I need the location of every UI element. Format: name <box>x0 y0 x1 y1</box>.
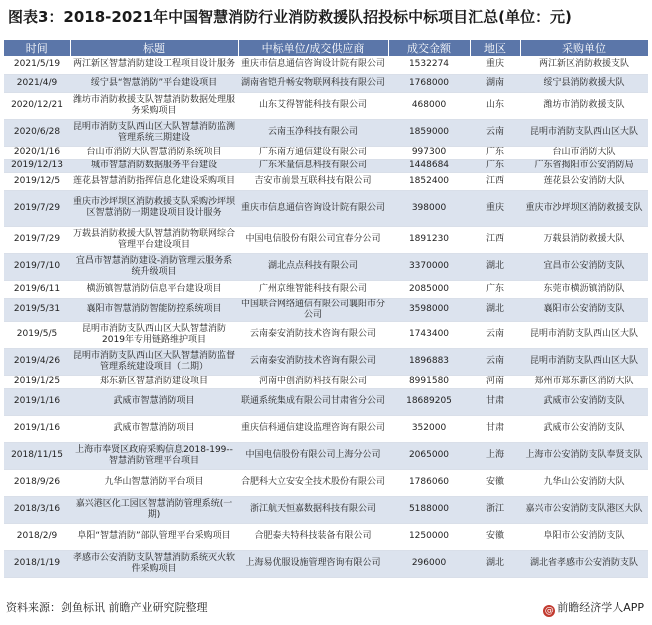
column-header-buyer: 采购单位 <box>520 40 648 56</box>
cell-title: 城市智慧消防数据服务平台建设 <box>70 159 238 172</box>
column-header-amount: 成交金额 <box>388 40 470 56</box>
cell-amount: 1743400 <box>388 321 470 348</box>
cell-winner: 浙江航天恒嘉数据科技有限公司 <box>238 496 388 523</box>
cell-title: 武威市智慧消防项目 <box>70 388 238 415</box>
cell-time: 2019/7/29 <box>4 190 70 226</box>
cell-buyer: 潍坊市消防救援支队 <box>520 92 648 119</box>
cell-buyer: 莲花县公安消防大队 <box>520 172 648 190</box>
table-row <box>4 375 648 388</box>
table-row <box>4 321 648 348</box>
cell-region: 云南 <box>470 321 520 348</box>
cell-buyer: 郑州市郑东新区消防大队 <box>520 375 648 388</box>
cell-amount: 1896883 <box>388 348 470 375</box>
table-row <box>4 348 648 375</box>
cell-title: 阜阳“智慧消防”部队管理平台采购项目 <box>70 523 238 550</box>
cell-time: 2019/7/10 <box>4 253 70 280</box>
cell-region: 江西 <box>470 172 520 190</box>
cell-title: 九华山智慧消防平台项目 <box>70 469 238 496</box>
cell-time: 2019/5/5 <box>4 321 70 348</box>
cell-amount: 3598000 <box>388 298 470 321</box>
cell-amount: 18689205 <box>388 388 470 415</box>
table-row <box>4 172 648 190</box>
cell-amount: 3370000 <box>388 253 470 280</box>
cell-winner: 云南泰安消防技术咨询有限公司 <box>238 348 388 375</box>
cell-amount: 1859000 <box>388 119 470 146</box>
table-row <box>4 442 648 469</box>
cell-time: 2020/1/16 <box>4 146 70 159</box>
cell-buyer: 台山市消防大队 <box>520 146 648 159</box>
cell-amount: 1532274 <box>388 56 470 74</box>
cell-title: 昆明市消防支队西山区大队智慧消防2019年专用链路维护项目 <box>70 321 238 348</box>
cell-time: 2018/9/26 <box>4 469 70 496</box>
cell-buyer: 昆明市消防支队西山区大队 <box>520 348 648 375</box>
cell-title: 绥宁县“智慧消防”平台建设项目 <box>70 74 238 92</box>
table-row <box>4 159 648 172</box>
cell-title: 武威市智慧消防项目 <box>70 415 238 442</box>
cell-region: 广东 <box>470 280 520 298</box>
cell-region: 山东 <box>470 92 520 119</box>
cell-region: 广东 <box>470 159 520 172</box>
cell-title: 潍坊市消防救援支队智慧消防数据处理服务采购项目 <box>70 92 238 119</box>
cell-buyer: 东莞市横沥镇消防队 <box>520 280 648 298</box>
cell-time: 2019/6/11 <box>4 280 70 298</box>
cell-time: 2018/3/16 <box>4 496 70 523</box>
cell-winner: 联通系统集成有限公司甘肃省分公司 <box>238 388 388 415</box>
cell-time: 2019/12/13 <box>4 159 70 172</box>
cell-amount: 296000 <box>388 550 470 577</box>
table-row <box>4 74 648 92</box>
cell-region: 云南 <box>470 348 520 375</box>
cell-title: 昆明市消防支队西山区大队智慧消防监督管理系统建设项目（二期） <box>70 348 238 375</box>
column-header-winner: 中标单位/成交供应商 <box>238 40 388 56</box>
cell-time: 2020/6/28 <box>4 119 70 146</box>
cell-buyer: 嘉兴市公安消防支队港区大队 <box>520 496 648 523</box>
column-header-title: 标题 <box>70 40 238 56</box>
cell-region: 河南 <box>470 375 520 388</box>
table-body <box>4 56 648 577</box>
table-row <box>4 253 648 280</box>
cell-winner: 合肥泰夫特科技装备有限公司 <box>238 523 388 550</box>
cell-time: 2018/1/19 <box>4 550 70 577</box>
cell-title: 横沥镇智慧消防信息平台建设项目 <box>70 280 238 298</box>
table-row <box>4 92 648 119</box>
cell-winner: 重庆市信息通信咨询设计院有限公司 <box>238 56 388 74</box>
cell-winner: 吉安市前景互联科技有限公司 <box>238 172 388 190</box>
cell-title: 莲花县智慧消防指挥信息化建设采购项目 <box>70 172 238 190</box>
table-row <box>4 523 648 550</box>
cell-winner: 重庆信科通信建设监理咨询有限公司 <box>238 415 388 442</box>
cell-region: 安徽 <box>470 469 520 496</box>
cell-amount: 2065000 <box>388 442 470 469</box>
cell-amount: 5188000 <box>388 496 470 523</box>
table-header-row <box>4 40 648 56</box>
cell-buyer: 广东省揭阳市公安消防局 <box>520 159 648 172</box>
cell-region: 湖南 <box>470 74 520 92</box>
cell-amount: 2085000 <box>388 280 470 298</box>
table-row <box>4 298 648 321</box>
cell-region: 湖北 <box>470 253 520 280</box>
cell-time: 2019/12/5 <box>4 172 70 190</box>
cell-title: 郑东新区智慧消防建设项目 <box>70 375 238 388</box>
cell-buyer: 重庆市沙坪坝区消防救援支队 <box>520 190 648 226</box>
cell-title: 台山市消防大队智慧消防系统项目 <box>70 146 238 159</box>
cell-winner: 合肥科大立安安全技术股份有限公司 <box>238 469 388 496</box>
cell-amount: 1768000 <box>388 74 470 92</box>
cell-time: 2019/5/31 <box>4 298 70 321</box>
cell-winner: 广东米量信息科技有限公司 <box>238 159 388 172</box>
cell-region: 甘肃 <box>470 388 520 415</box>
table-row <box>4 226 648 253</box>
cell-time: 2019/7/29 <box>4 226 70 253</box>
cell-region: 重庆 <box>470 56 520 74</box>
source-note: 资料来源：剑鱼标讯 前瞻产业研究院整理 <box>6 601 208 614</box>
cell-amount: 1852400 <box>388 172 470 190</box>
cell-region: 上海 <box>470 442 520 469</box>
cell-title: 嘉兴港区化工园区智慧消防管理系统(一期) <box>70 496 238 523</box>
cell-region: 甘肃 <box>470 415 520 442</box>
cell-amount: 1250000 <box>388 523 470 550</box>
cell-title: 宜昌市智慧消防建设-消防管理云服务系统升级项目 <box>70 253 238 280</box>
brand-logo-icon: @ <box>544 606 554 616</box>
table-row <box>4 415 648 442</box>
cell-amount: 352000 <box>388 415 470 442</box>
cell-buyer: 襄阳市公安消防支队 <box>520 298 648 321</box>
cell-winner: 云南泰安消防技术咨询有限公司 <box>238 321 388 348</box>
cell-buyer: 九华山公安消防大队 <box>520 469 648 496</box>
cell-amount: 468000 <box>388 92 470 119</box>
cell-winner: 山东艾得智能科技有限公司 <box>238 92 388 119</box>
cell-buyer: 绥宁县消防救援大队 <box>520 74 648 92</box>
cell-region: 江西 <box>470 226 520 253</box>
cell-region: 湖北 <box>470 550 520 577</box>
cell-region: 云南 <box>470 119 520 146</box>
cell-buyer: 两江新区消防救援支队 <box>520 56 648 74</box>
brand-credit <box>543 599 644 617</box>
cell-winner: 河南中创消防科技有限公司 <box>238 375 388 388</box>
table-row <box>4 550 648 577</box>
cell-title: 孝感市公安消防支队智慧消防系统灭火软件采购项目 <box>70 550 238 577</box>
cell-time: 2018/11/15 <box>4 442 70 469</box>
cell-buyer: 上海市公安消防支队奉贤支队 <box>520 442 648 469</box>
cell-winner: 重庆市信息通信咨询设计院有限公司 <box>238 190 388 226</box>
cell-title: 万载县消防救援大队智慧消防物联网综合管理平台建设项目 <box>70 226 238 253</box>
cell-buyer: 宜昌市公安消防支队 <box>520 253 648 280</box>
cell-amount: 398000 <box>388 190 470 226</box>
cell-winner: 湖南省铠升畅安物联网科技有限公司 <box>238 74 388 92</box>
cell-title: 上海市奉贤区政府采购信息2018-199--智慧消防管理平台项目 <box>70 442 238 469</box>
cell-title: 重庆市沙坪坝区消防救援支队采购沙坪坝区智慧消防一期建设项目设计服务 <box>70 190 238 226</box>
brand-name: 前瞻经济学人APP <box>557 601 644 614</box>
column-header-time: 时间 <box>4 40 70 56</box>
cell-time: 2021/5/19 <box>4 56 70 74</box>
table-row <box>4 190 648 226</box>
cell-title: 两江新区智慧消防建设工程项目设计服务 <box>70 56 238 74</box>
table-row <box>4 469 648 496</box>
cell-winner: 中国电信股份有限公司上海分公司 <box>238 442 388 469</box>
cell-time: 2020/12/21 <box>4 92 70 119</box>
cell-winner: 云南玉净科技有限公司 <box>238 119 388 146</box>
cell-region: 广东 <box>470 146 520 159</box>
cell-buyer: 昆明市消防支队西山区大队 <box>520 119 648 146</box>
cell-amount: 1448684 <box>388 159 470 172</box>
cell-time: 2021/4/9 <box>4 74 70 92</box>
cell-region: 安徽 <box>470 523 520 550</box>
cell-winner: 中国联合网络通信有限公司襄阳市分公司 <box>238 298 388 321</box>
table-row <box>4 388 648 415</box>
cell-winner: 广东南方通信建设有限公司 <box>238 146 388 159</box>
cell-buyer: 昆明市消防支队西山区大队 <box>520 321 648 348</box>
cell-time: 2019/1/25 <box>4 375 70 388</box>
cell-amount: 8991580 <box>388 375 470 388</box>
cell-buyer: 阜阳市公安消防支队 <box>520 523 648 550</box>
cell-region: 重庆 <box>470 190 520 226</box>
table-row <box>4 56 648 74</box>
column-header-region: 地区 <box>470 40 520 56</box>
table-row <box>4 146 648 159</box>
cell-winner: 中国电信股份有限公司宜春分公司 <box>238 226 388 253</box>
cell-title: 襄阳市智慧消防智能防控系统项目 <box>70 298 238 321</box>
cell-buyer: 湖北省孝感市公安消防支队 <box>520 550 648 577</box>
cell-time: 2018/2/9 <box>4 523 70 550</box>
cell-region: 浙江 <box>470 496 520 523</box>
cell-title: 昆明市消防支队西山区大队智慧消防监测管理系统三期建设 <box>70 119 238 146</box>
cell-buyer: 万载县消防救援大队 <box>520 226 648 253</box>
cell-amount: 1786060 <box>388 469 470 496</box>
cell-amount: 1891230 <box>388 226 470 253</box>
table-row <box>4 119 648 146</box>
cell-buyer: 武威市公安消防支队 <box>520 415 648 442</box>
cell-region: 湖北 <box>470 298 520 321</box>
table-row <box>4 280 648 298</box>
cell-amount: 997300 <box>388 146 470 159</box>
cell-winner: 湖北点点科技有限公司 <box>238 253 388 280</box>
table-row <box>4 496 648 523</box>
cell-buyer: 武威市公安消防支队 <box>520 388 648 415</box>
cell-time: 2019/1/16 <box>4 388 70 415</box>
cell-winner: 广州京维智能科技有限公司 <box>238 280 388 298</box>
bid-table <box>4 40 649 578</box>
cell-time: 2019/1/16 <box>4 415 70 442</box>
cell-winner: 上海易优服设施管理咨询有限公司 <box>238 550 388 577</box>
page-title: 图表3：2018-2021年中国智慧消防行业消防救援队招投标中标项目汇总(单位：元) <box>8 8 572 26</box>
cell-time: 2019/4/26 <box>4 348 70 375</box>
